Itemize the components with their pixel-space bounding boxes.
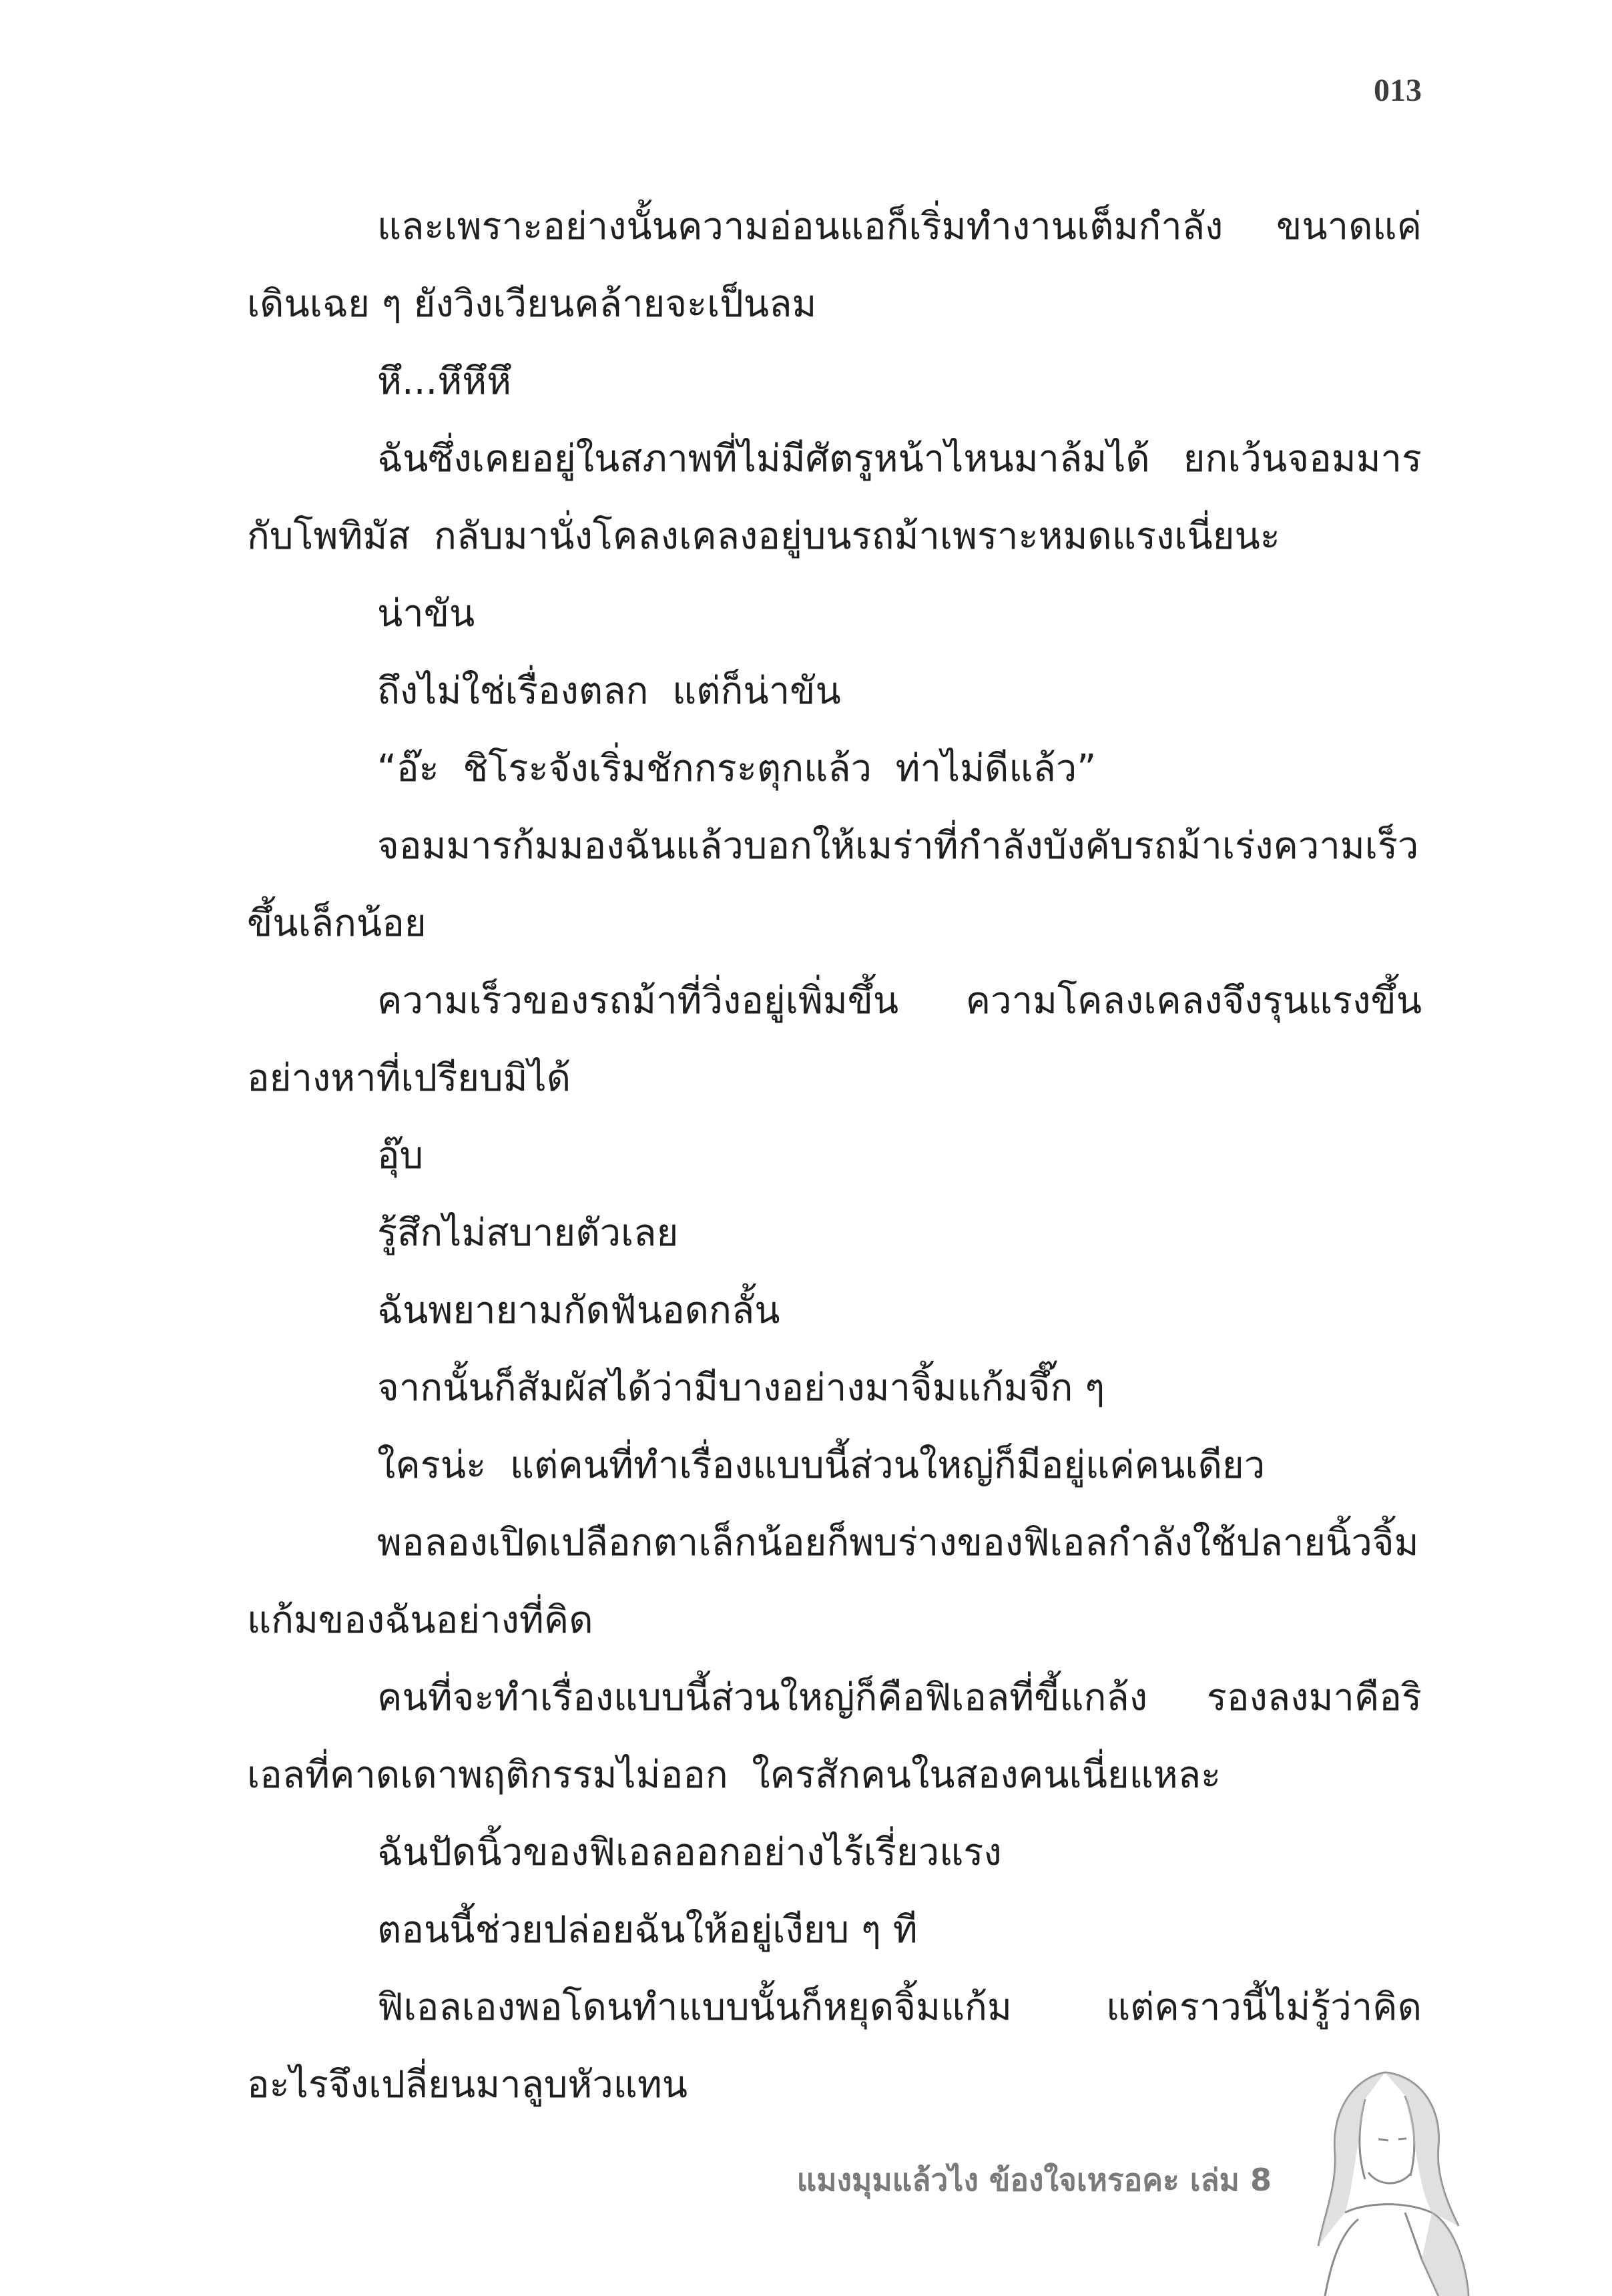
paragraph: น่าขัน [377, 592, 475, 635]
paragraph: ใครน่ะ แต่คนที่ทำเรื่องแบบนี้ส่วนใหญ่ก็มีอยู่แค่คนเดียว [377, 1444, 1266, 1487]
paragraph: คนที่จะทำเรื่องแบบนี้ส่วนใหญ่ก็คือฟิเอลที่ขี้แกล้ง รองลงมาคือริเอลที่คาดเดาพฤติกรรมไม่ออก ใครสักคนในสองคนเนี่ยแหละ [247, 1676, 1422, 1797]
page-number: 013 [1374, 73, 1422, 108]
paragraph: หึ...หึหึหึ [377, 360, 512, 403]
character-illustration [1305, 2059, 1485, 2296]
paragraph: ความเร็วของรถม้าที่วิ่งอยู่เพิ่มขึ้น ความโคลงเคลงจึงรุนแรงขึ้นอย่างหาที่เปรียบมิได้ [247, 979, 1422, 1100]
paragraph: จากนั้นก็สัมผัสได้ว่ามีบางอย่างมาจิ้มแก้มจึ๊ก ๆ [377, 1366, 1105, 1410]
paragraph: ฉันปัดนิ้วของฟิเอลออกอย่างไร้เรี่ยวแรง [377, 1831, 1002, 1874]
paragraph: ฉันซึ่งเคยอยู่ในสภาพที่ไม่มีศัตรูหน้าไหนมาล้มได้ ยกเว้นจอมมารกับโพทิมัส กลับมานั่งโคลงเคลงอยู่บนรถม้าเพราะหมดแรงเนี่ยนะ [247, 437, 1422, 558]
paragraph: ตอนนี้ช่วยปล่อยฉันให้อยู่เงียบ ๆ ที [377, 1908, 918, 1952]
paragraph: ถึงไม่ใช่เรื่องตลก แต่ก็น่าขัน [377, 669, 841, 713]
paragraph: จอมมารก้มมองฉันแล้วบอกให้เมร่าที่กำลังบังคับรถม้าเร่งความเร็วขึ้นเล็กน้อย [247, 824, 1419, 945]
paragraph: ฉันพยายามกัดฟันอดกลั้น [377, 1289, 780, 1332]
paragraph: พอลองเปิดเปลือกตาเล็กน้อยก็พบร่างของฟิเอลกำลังใช้ปลายนิ้วจิ้มแก้มของฉันอย่างที่คิด [247, 1521, 1419, 1642]
paragraph: รู้สึกไม่สบายตัวเลย [377, 1211, 679, 1255]
paragraph: “อ๊ะ ชิโระจังเริ่มชักกระตุกแล้ว ท่าไม่ดีแล้ว” [377, 747, 1097, 790]
paragraph: ฟิเอลเองพอโดนทำแบบนั้นก็หยุดจิ้มแก้ม แต่คราวนี้ไม่รู้ว่าคิดอะไรจึงเปลี่ยนมาลูบหัวแทน [247, 1986, 1422, 2106]
paragraph: และเพราะอย่างนั้นความอ่อนแอก็เริ่มทำงานเต็มกำลัง ขนาดแค่เดินเฉย ๆ ยังวิงเวียนคล้ายจะเป็นลม [247, 205, 1422, 326]
body-text [247, 188, 1422, 2124]
footer-book-title: แมงมุมแล้วไง ข้องใจเหรอคะ เล่ม 8 [796, 2162, 1272, 2198]
paragraph: อุ๊บ [377, 1134, 424, 1177]
